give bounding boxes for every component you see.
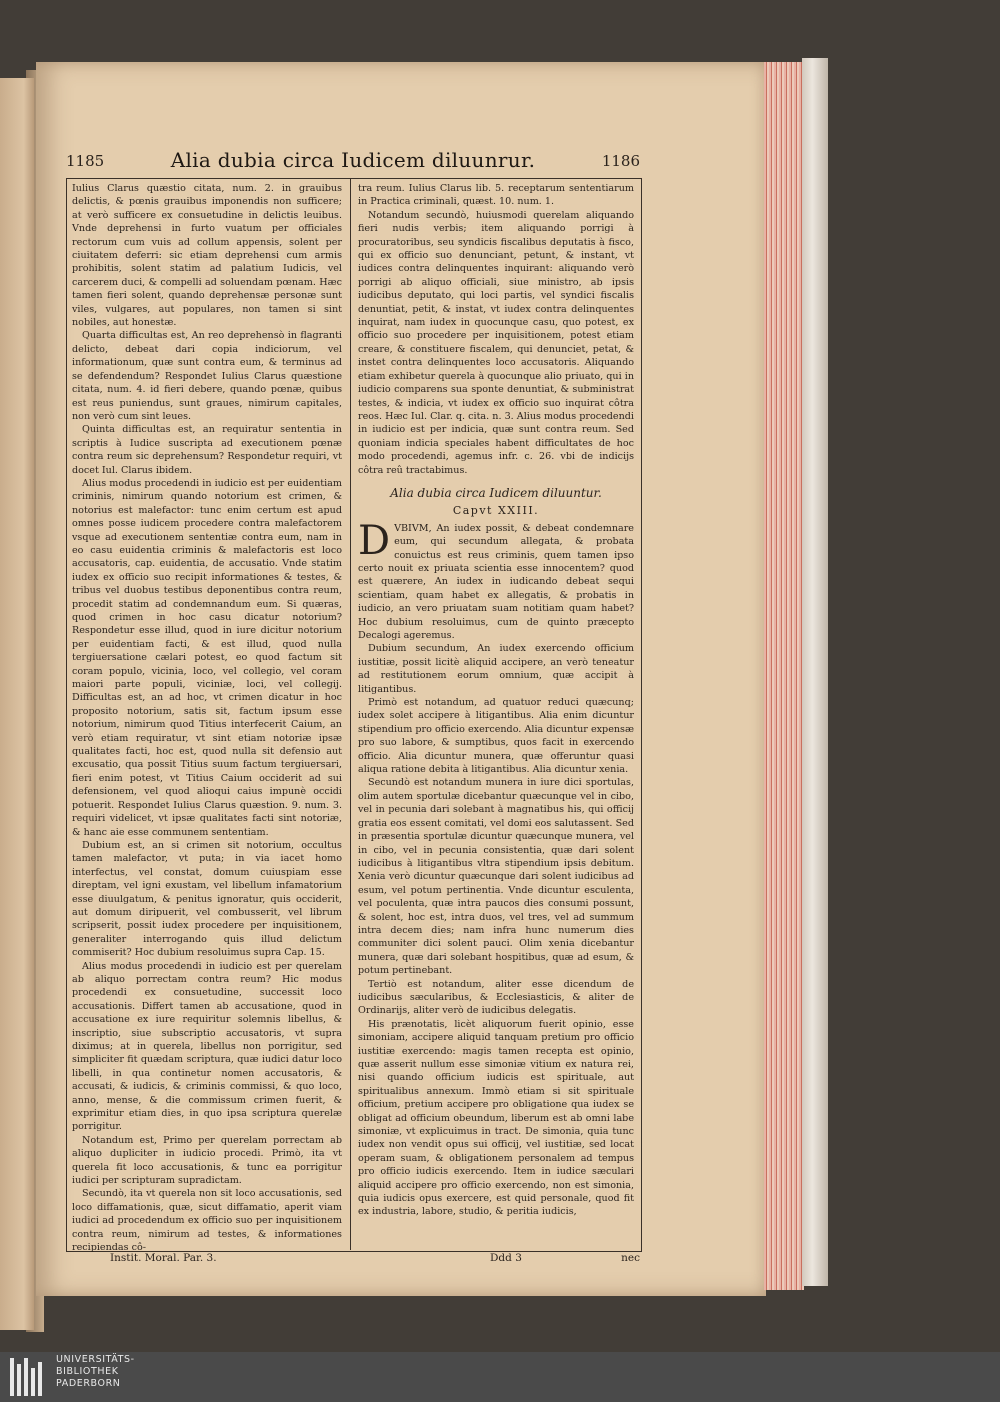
paragraph-with-dropcap <box>358 517 634 643</box>
right-column <box>358 182 634 1246</box>
page-header <box>66 148 640 178</box>
library-logo-icon <box>8 1354 48 1400</box>
paragraph: Iulius Clarus quæstio citata, num. 2. in grauibus delictis, & pœnis grauibus imponendis non sufficere; at verò sufficere ex consuetudine in delictis leuibus. Vnde deprehensi in furto vuatum per officiales rectorum cum vuis ad collum appensis, solent per ciuitatem deferri: sic etiam deprehensi cum armis prohibitis, solent statim ad palatium Iudicis, vel carcerem duci, & compelli ad soluendam pœnam. Hæc tamen fieri solent, quando deprehensæ personæ sunt viles, vulgares, aut populares, non tamen si sint nobiles, aut honestæ. <box>72 183 342 329</box>
page-edges <box>764 62 804 1290</box>
paragraph: Dubium secundum, An iudex exercendo officium iustitiæ, possit licitè aliquid accipere, an verò teneatur ad restitutionem eorum omnium, quæ accipit à litigantibus. <box>358 643 634 695</box>
paragraph: Dubium est, an si crimen sit notorium, occultus tamen malefactor, vt puta; in via iacet homo interfectus, vel constat, domum cuiuspiam esse direptam, vel igni exustam, vel libellum infamatorium esse diuulgatum, & penitus ignoratur, quis occiderit, aut domum diripuerit, vel combusserit, vel librum scripserit, possit iudex procedere per inquisitionem, generaliter interrogando quis illud delictum commiserit? Hoc dubium resoluimus supra Cap. 15. <box>72 839 342 959</box>
paragraph-text: VBIVM, An iudex possit, & debeat condemnare eum, qui secundum allegata, & probata conuictus est reus criminis, quem tamen ipso certo nouit ex priuata scientia esse innocentem? quod est quærere, An iudex in iudicando debeat sequi scientiam, quam habet ex allegatis, & probatis in iudicio, an vero priuatam suam notitiam quam habet? Hoc dubium resoluimus, cum de quinto præcepto Decalogi ageremus. <box>358 522 634 641</box>
folio-right: 1186 <box>601 152 640 170</box>
book-cover-board <box>802 58 828 1286</box>
paragraph: Secundò est notandum munera in iure dici sportulas, olim autem sportulæ dicebantur quæcunque vel in cibo, vel in pecunia dari solebant à magnatibus his, qui officij gratia eos essent comitati, vel domi eos salutassent. Sed in præsentia sportulæ dicuntur quæcunque munera, vel in cibo, vel in pecunia consistentia, quæ dari solent iudicibus à litigantibus vltra stipendium ipsis debitum. Xenia verò dicuntur quæcunque dari solent iudicibus ad esum, vel potum pertinentia. Vnde dicuntur esculenta, vel poculenta, quæ intra paucos dies consumi possunt, & solent, hoc est, intra duos, vel tres, vel ad summum intra decem dies; nam infra hunc numerum dies communiter dici solent pauci. Olim xenia dicebantur munera, quæ dari solebant hospitibus, quæ ad esum, & potum pertinebant. <box>358 777 634 977</box>
paragraph: Alius modus procedendi in iudicio est per euidentiam criminis, nimirum quando notorium est crimen, & notorius est malefactor: tunc enim certum est apud omnes posse iudicem procedere contra malefactorem vsque ad executionem sententiæ contra eum, nam in eo casu euidentia criminis & malefactoris est loco accusatoris, cap. euidentia, de accusatio. Vnde statim iudex ex officio suo recipit informationes & testes, & tribus vel duobus testibus deponentibus contra reum, procedit statim ad condemnandum eum. Si quæras, quod crimen in hoc casu dicatur notorium? Respondetur esse illud, quod in iure dicitur notorium per euidentiam facti, & est illud, quod nulla tergiuersatione cælari potest, eo quod factum sit coram populo, vicinia, loco, vel collegio, vel coram maiori parte populi, viciniæ, loci, vel collegij. Difficultas est, an ad hoc, vt crimen dicatur in hoc proposito notorium, satis sit, factum ipsum esse notorium, nimirum quod Titius interfecerit Caium, an verò etiam requiratur, vt sint etiam notoriæ ipsæ qualitates facti, hoc est, quod nulla sit defensio aut excusatio, qua possit Titius suum factum tergiuersari, fieri enim potest, vt Titius Caium occiderit ad sui defensionem, vel quod alioqui caius impunè occidi potuerit. Respondet Iulius Clarus quæstion. 9. num. 3. requiri videlicet, vt ipsæ qualitates facti sint notoriæ, & hanc aie esse communem sententiam. <box>72 477 342 838</box>
folio-left: 1185 <box>66 152 105 170</box>
library-line: BIBLIOTHEK <box>56 1366 119 1377</box>
chapter-title: Alia dubia circa Iudicem diluuntur. <box>390 485 602 500</box>
paragraph: His prænotatis, licèt aliquorum fuerit opinio, esse simoniam, accipere aliquid tanquam pretium pro officio iustitiæ exercendo: magis tamen recepta est opinio, quæ asserit nullum esse simoniæ vitium ex natura rei, nisi quando officium iudicis est spirituale, aut spiritualibus annexum. Immò etiam si sit spirituale officium, pretium accipere pro obligatione qua iudex se obligat ad officium obeundum, liberum est ab omni labe simoniæ, vt explicuimus in tract. De simonia, quia tunc iudex non vendit opus sui officij, vel iustitiæ, sed locat operam suam, & obligationem personalem ad tempus pro officio iudicis exercendo. Item in iudice sæculari aliquid accipere pro officio exercendo, non est simonia, quia iudicis opus exercere, est quid personale, quod fit ex industria, labore, studio, & peritia iudicis, <box>358 1018 634 1218</box>
paragraph: Notandum secundò, huiusmodi querelam aliquando fieri nudis verbis; item aliquando porrigi à procuratoribus, seu syndicis fiscalibus deputatis à fisco, qui ex officio suo denunciant, petunt, & instant, vt iudices contra delinquentes inquirant: aliquando verò porrigi ab aliquo officiali, siue ministro, ab ipsis iudicibus deputato, qui loci partis, vel syndici fiscalis denuntiat, petit, & instat, vt iudex contra delinquentes inquirat, nam iudex in quocunque casu, quo potest, ex officio suo procedere per inquisitionem, potest etiam creare, & constituere fiscalem, qui denunciet, petat, & instet contra delinquentes loco accusatoris. Aliquando etiam exhibetur querela à quocunque alio priuato, qui in iudicio comparens sua sponte denuntiat, & subministrat testes, & indicia, vt iudex ex officio suo inquirat côtra reos. Hæc Iul. Clar. q. cita. n. 3. Alius modus procedendi in iudicio est per indicia, quæ sunt contra reum. Sed quoniam indicia speciales habent difficultates de hoc modo procedendi, agemus infr. c. 26. vbi de indicijs côtra reû tractabimus. <box>358 209 634 476</box>
paragraph: Primò est notandum, ad quatuor reduci quæcunq; iudex solet accipere à litigantibus. Alia enim dicuntur stipendium pro officio exercendo. Alia dicuntur expensæ pro suo labore, & sumptibus, quos facit in exercendo officio. Alia dicuntur munera, quæ offeruntur quasi aliqua ratione debita à litigantibus. Alia dicuntur xenia. <box>358 697 634 776</box>
running-title: Alia dubia circa Iudicem diluunrur. <box>170 148 536 172</box>
column-rule <box>350 178 351 1250</box>
paragraph: Alius modus procedendi in iudicio est per querelam ab aliquo porrectam contra reum? Hic modus procedendi ex consuetudine, successit loco accusationis. Differt tamen ab accusatione, quod in accusatione ex iure requiritur solemnis libellus, & inscriptio, siue subscriptio accusatoris, vt supra diximus; at in querela, libellus non porrigitur, sed simpliciter fit quædam scriptura, quæ iudici datur loco libelli, in qua continetur nomen accusatoris, & accusati, & iudicis, & criminis commissi, & quo loco, anno, mense, & die commissum crimen fuerit, & exprimitur etiam dies, in quo ipsa scriptura querelæ porrigitur. <box>72 960 342 1133</box>
paragraph: Notandum est, Primo per querelam porrectam ab aliquo dupliciter in iudicio procedi. Primò, ita vt querela fit loco accusationis, & tunc ea porrigitur iudici per scripturam supradictam. <box>72 1134 342 1187</box>
signature-mark: Ddd 3 <box>490 1252 522 1264</box>
footer-title: Instit. Moral. Par. 3. <box>110 1252 217 1264</box>
paragraph: Quinta difficultas est, an requiratur sententia in scriptis à Iudice suscripta ad executionem pœnæ contra reum sic deprehensum? Respondetur requiri, vt docet Iul. Clarus ibidem. <box>72 424 342 476</box>
page-footer <box>110 1252 640 1270</box>
library-bar <box>0 1352 1000 1402</box>
paragraph: tra reum. Iulius Clarus lib. 5. receptarum sententiarum in Practica criminali, quæst. 10. num. 1. <box>358 183 634 208</box>
paragraph: Tertiò est notandum, aliter esse dicendum de iudicibus sæcularibus, & Ecclesiasticis, & aliter de Ordinarijs, aliter verò de iudicibus delegatis. <box>358 978 634 1017</box>
library-line: UNIVERSITÄTS- <box>56 1354 135 1365</box>
library-line: PADERBORN <box>56 1378 121 1389</box>
library-name <box>56 1354 135 1390</box>
chapter-number: Capvt XXIII. <box>452 504 540 518</box>
left-page-edge <box>0 78 34 1330</box>
paragraph: Quarta difficultas est, An reo deprehensò in flagranti delicto, debeat dari copia indiciorum, vel informationum, quæ sunt contra eum, & terminus ad se defendendum? Respondet Iulius Clarus quæstione citata, num. 4. id fieri debere, quando pœnæ, quibus est reus puniendus, sunt graues, nimirum capitales, non verò cum sint leues. <box>72 330 342 422</box>
paragraph: Secundò, ita vt querela non sit loco accusationis, sed loco diffamationis, quæ, sicut diffamatio, aperit viam iudici ad procedendum ex officio suo per inquisitionem contra reum, nimirum ad testes, & informationes recipiendas cô- <box>72 1188 342 1254</box>
left-column <box>72 182 342 1254</box>
drop-capital: D <box>358 517 391 564</box>
catchword: nec <box>621 1252 640 1264</box>
